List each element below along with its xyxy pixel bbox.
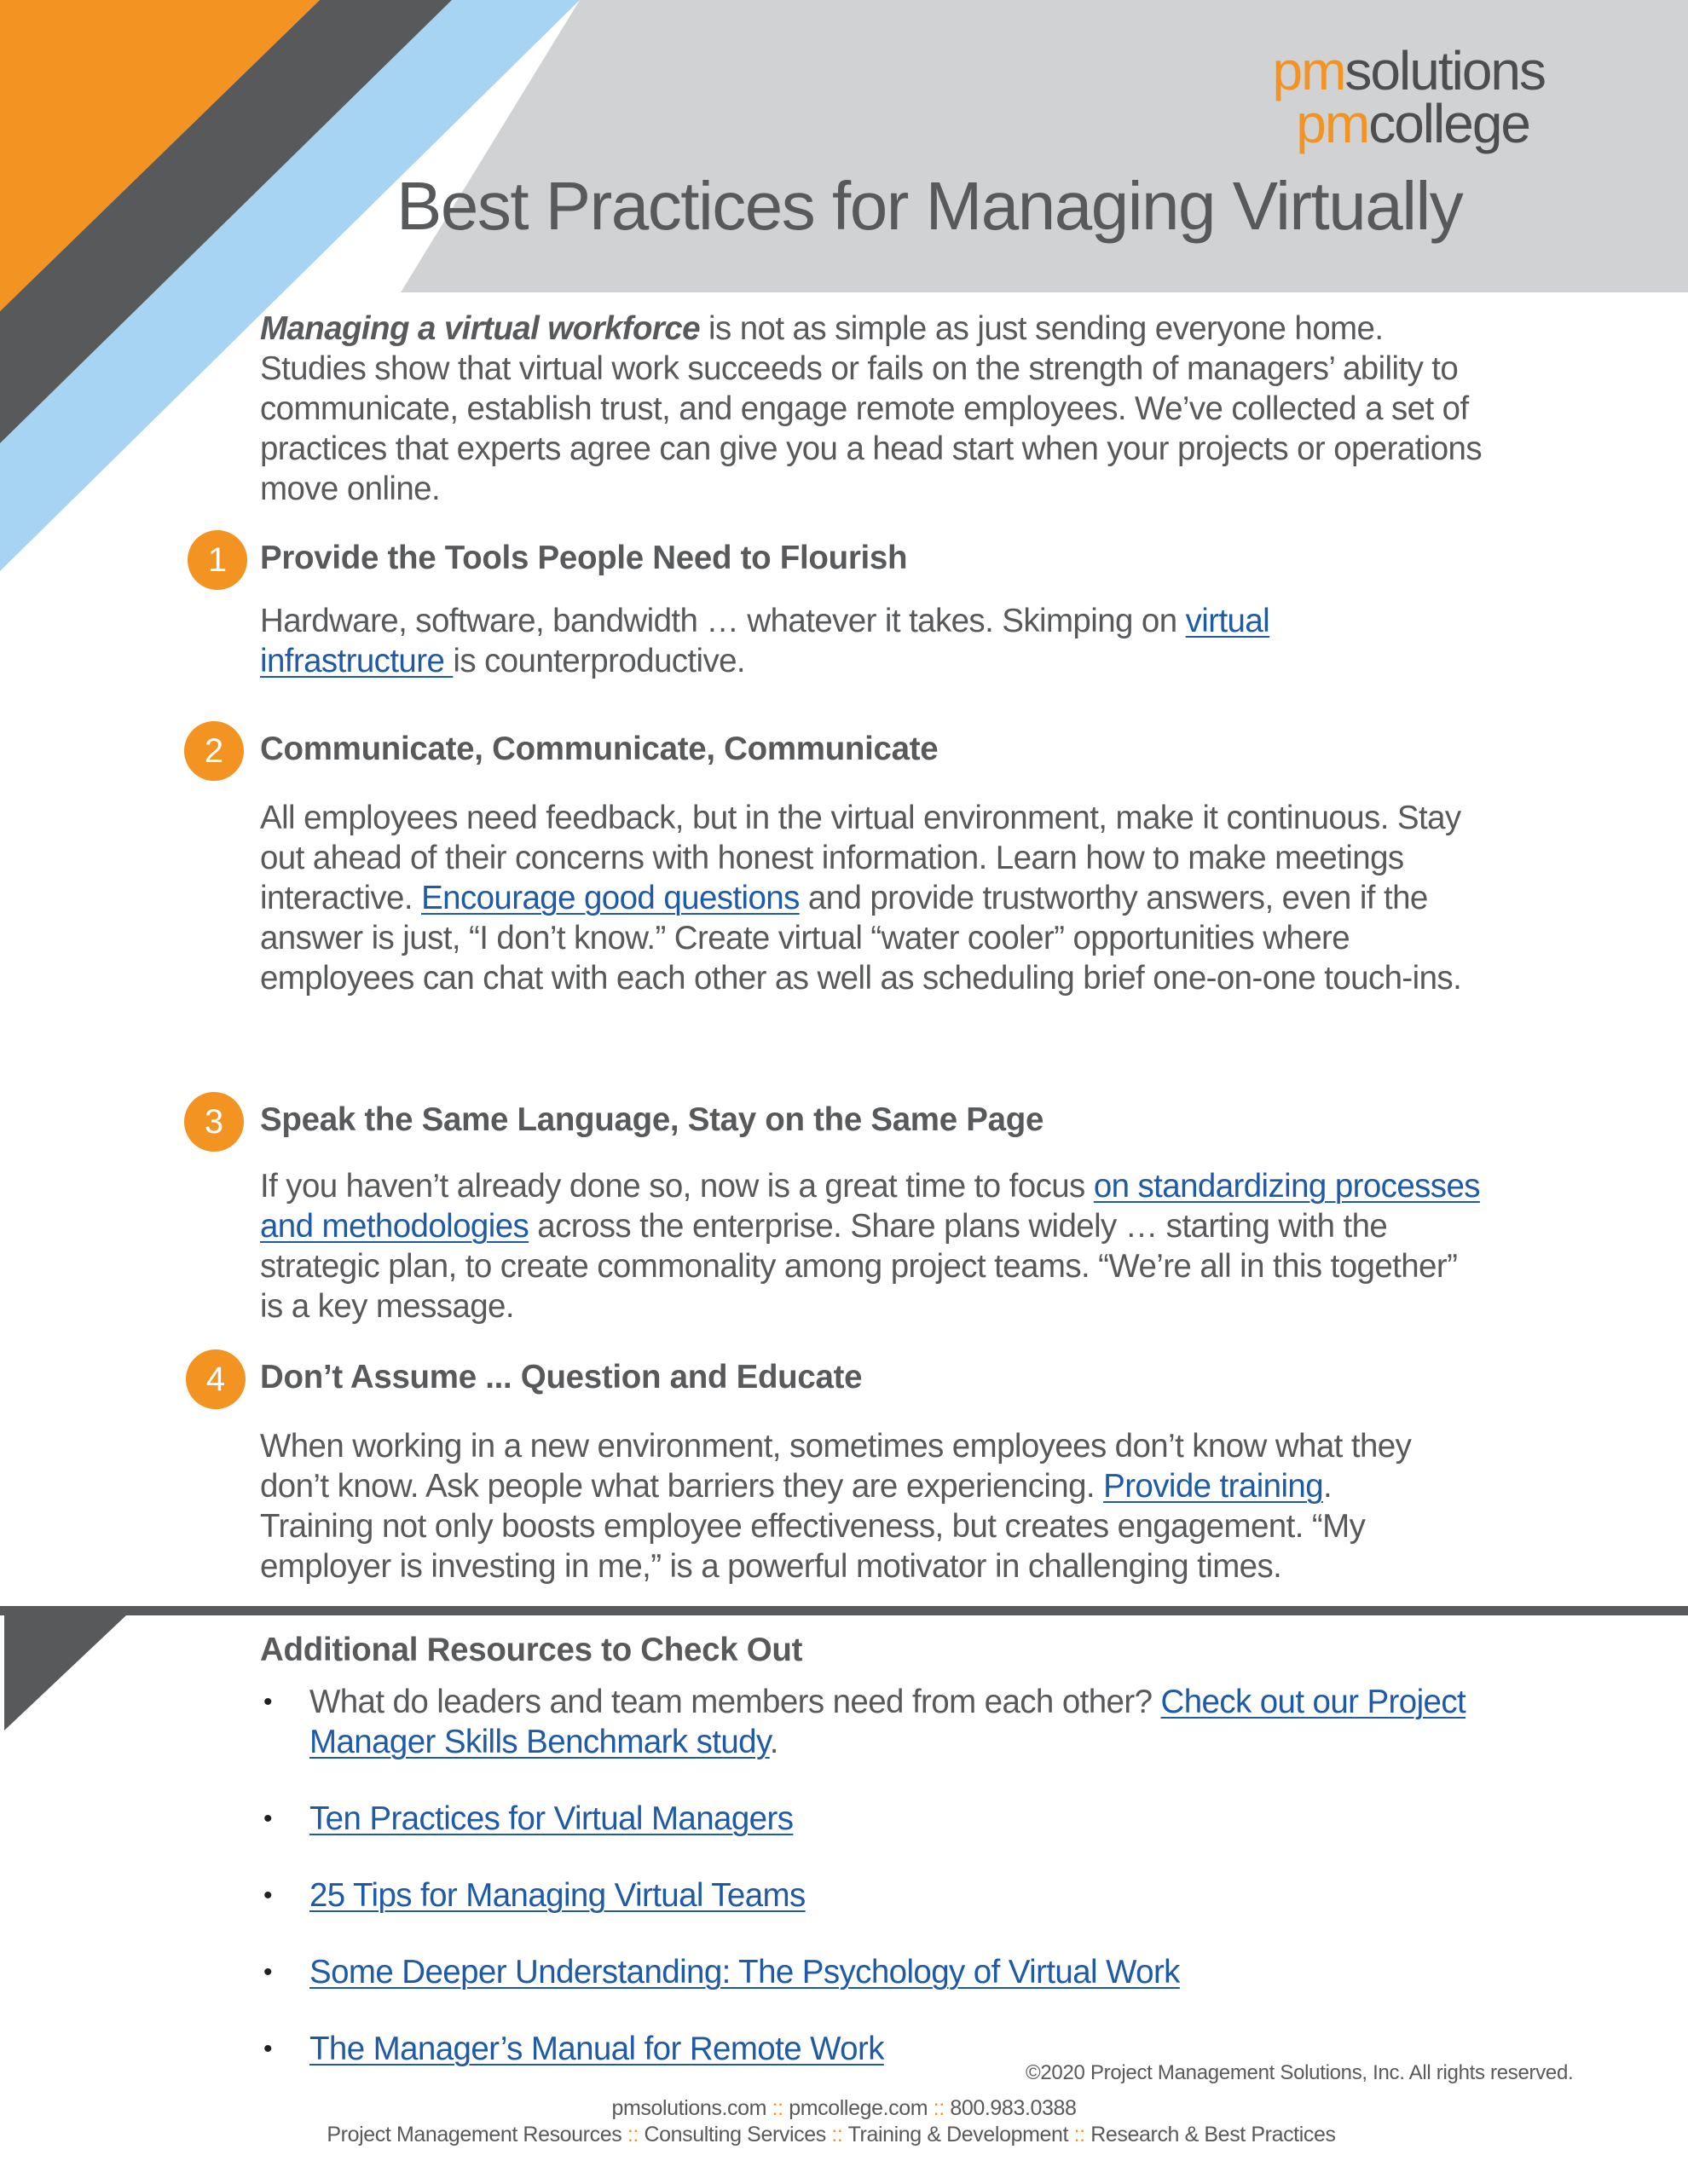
bullet-icon: • (263, 1688, 272, 1716)
link-ten-practices[interactable]: Ten Practices for Virtual Managers (309, 1800, 794, 1837)
resource-item: • What do leaders and team members need from each other? Check out our Project Manager Skills Benchmark study. (263, 1684, 1466, 1760)
link-managers-manual[interactable]: The Manager’s Manual for Remote Work (309, 2031, 884, 2067)
page-title: Best Practices for Managing Virtually (396, 168, 1463, 244)
footer-contact (0, 2096, 1688, 2121)
number-badge: 3 (184, 1092, 244, 1152)
footer-phone: 800.983.0388 (950, 2096, 1077, 2120)
link-encourage-good-questions[interactable]: Encourage good questions (421, 880, 800, 916)
resources-list (260, 1682, 1539, 2106)
number-badge: 4 (186, 1349, 246, 1409)
resource-item (260, 1799, 1539, 1839)
separator: :: (831, 2123, 843, 2146)
section-body: When working in a new environment, sometimes employees don’t know what they don’t know. Ask people what barriers they are experiencing. Provide training. Training not only boosts employee effectiveness, but creates engagement. “My employer is investing in me,” is a powerful motivator in challenging times. (260, 1428, 1412, 1585)
separator: :: (772, 2096, 783, 2120)
link-psychology-virtual-work[interactable]: Some Deeper Understanding: The Psychology of Virtual Work (309, 1954, 1180, 1990)
link-standardizing-processes[interactable]: on standardizing processes and methodologies (260, 1168, 1480, 1245)
section-heading: Communicate, Communicate, Communicate (260, 731, 939, 767)
link-25-tips[interactable]: 25 Tips for Managing Virtual Teams (309, 1877, 806, 1914)
link-provide-training[interactable]: Provide training (1103, 1468, 1324, 1505)
logo-pmcollege: pmcollege (1296, 93, 1529, 154)
number-badge: 2 (184, 721, 244, 781)
divider-triangle (4, 1615, 126, 1730)
bullet-icon: • (263, 1881, 272, 1910)
link-pm-skills-benchmark[interactable]: Check out our Project Manager Skills Benchmark study (309, 1684, 1466, 1760)
service-research: Research & Best Practices (1090, 2123, 1336, 2146)
intro-lead: Managing a virtual workforce (260, 310, 700, 347)
resources-divider (0, 1606, 1688, 1615)
service-consulting: Consulting Services (644, 2123, 826, 2146)
separator: :: (933, 2096, 945, 2120)
resource-item (260, 1952, 1539, 1992)
section-heading: Provide the Tools People Need to Flourish (260, 540, 908, 576)
copyright-notice: ©2020 Project Management Solutions, Inc. All rights reserved. (1026, 2061, 1574, 2084)
footer-services (0, 2123, 1675, 2147)
brand-logo (1272, 40, 1546, 154)
link-virtual-infrastructure[interactable]: virtual infrastructure (260, 603, 1270, 679)
section-body: Hardware, software, bandwidth … whatever it takes. Skimping on virtual infrastructure is counterproductive. (260, 603, 1270, 679)
service-training: Training & Development (847, 2123, 1069, 2146)
section-heading: Speak the Same Language, Stay on the Same Page (260, 1101, 1044, 1138)
footer-link-pmsolutions[interactable]: pmsolutions.com (611, 2096, 767, 2120)
separator: :: (627, 2123, 639, 2146)
intro-paragraph: Managing a virtual workforce is not as simple as just sending everyone home. Studies show that virtual work succeeds or fails on the strength of managers’ ability to communicate, establish trust, and engage remote employees. We’ve collected a set of practices that experts agree can give you a head start when your projects or operations move online. (260, 310, 1483, 507)
bullet-icon: • (263, 1805, 272, 1833)
separator: :: (1073, 2123, 1085, 2146)
bullet-icon: • (263, 2035, 272, 2063)
number-badge: 1 (188, 530, 247, 590)
section-body: All employees need feedback, but in the virtual environment, make it continuous. Stay out ahead of their concerns with honest information. Learn how to make meetings interactive. Encourage good questions and provide trustworthy answers, even if the answer is just, “I don’t know.” Create virtual “water cooler” opportunities where employees can chat with each other as well as scheduling brief one-on-one touch-ins. (260, 800, 1462, 997)
section-heading: Don’t Assume ... Question and Educate (260, 1359, 863, 1395)
service-pm-resources: Project Management Resources (327, 2123, 622, 2146)
logo-pmsolutions: pmsolutions (1272, 40, 1545, 101)
resource-item (260, 1875, 1539, 1915)
resources-heading: Additional Resources to Check Out (260, 1632, 803, 1668)
section-body: If you haven’t already done so, now is a great time to focus on standardizing processes and methodologies across the enterprise. Share plans widely … starting with the strategic plan, to create commonality among project teams. “We’re all in this together” is a key message. (260, 1168, 1480, 1325)
bullet-icon: • (263, 1958, 272, 1986)
footer-link-pmcollege[interactable]: pmcollege.com (789, 2096, 928, 2120)
